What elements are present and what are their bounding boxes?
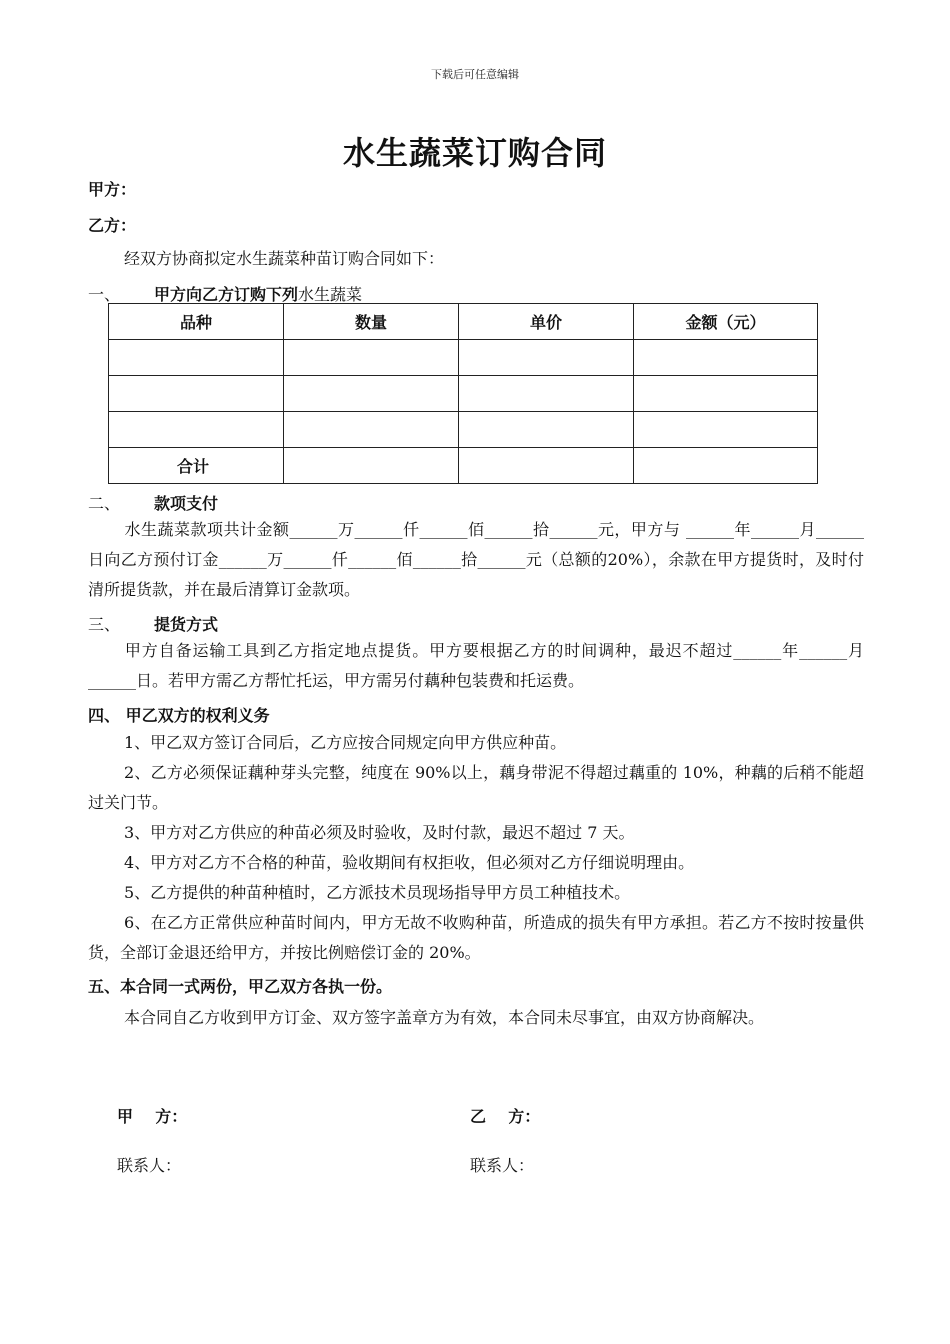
section-4-item-2 <box>88 758 864 818</box>
section-3-title: 提货方式 <box>154 615 219 634</box>
section-3-text <box>88 636 864 696</box>
table-header-row <box>109 304 818 340</box>
table-header-variety: 品种 <box>109 304 284 340</box>
table-cell[interactable] <box>634 340 818 376</box>
section-3-number: 三、 <box>88 615 121 634</box>
list-item: 2、乙方必须保证藕种芽头完整，纯度在 90%以上，藕身带泥不得超过藕重的 10%，种藕的后稍不能超过关门节。 <box>88 763 864 812</box>
table-cell[interactable] <box>109 376 284 412</box>
intro-text: 经双方协商拟定水生蔬菜种苗订购合同如下： <box>124 249 445 268</box>
table-cell[interactable] <box>634 448 818 484</box>
list-item: 1、甲乙双方签订合同后，乙方应按合同规定向甲方供应种苗。 <box>124 733 567 752</box>
contact-party-b: 联系人： <box>470 1156 535 1175</box>
section-5-heading: 五、本合同一式两份，甲乙双方各执一份。 <box>88 977 393 996</box>
table-header-unit-price: 单价 <box>459 304 634 340</box>
header-note: 下载后可任意编辑 <box>431 68 519 81</box>
section-4-item-4 <box>88 848 864 878</box>
section-3-heading <box>88 612 218 635</box>
table-row <box>109 376 818 412</box>
page-title: 水生蔬菜订购合同 <box>342 134 607 172</box>
table-row <box>109 412 818 448</box>
table-cell[interactable] <box>109 412 284 448</box>
section-3-body: 甲方自备运输工具到乙方指定地点提货。甲方要根据乙方的时间调种，最迟不超过______年______月______日。若甲方需乙方帮忙托运，甲方需另付藕种包装费和托运费。 <box>88 641 864 690</box>
section-2-title: 款项支付 <box>154 494 219 513</box>
table-total-row <box>109 448 818 484</box>
party-b-label: 乙方： <box>88 216 137 235</box>
table-cell[interactable] <box>634 376 818 412</box>
table-header-quantity: 数量 <box>284 304 459 340</box>
table-total-label: 合计 <box>109 448 284 484</box>
section-4-heading: 四、 甲乙双方的权利义务 <box>88 706 270 725</box>
table-cell[interactable] <box>459 412 634 448</box>
table-cell[interactable] <box>284 412 459 448</box>
section-4-item-6 <box>88 908 864 968</box>
table-cell[interactable] <box>459 376 634 412</box>
signature-party-a: 甲 方： <box>117 1107 188 1126</box>
table-cell[interactable] <box>634 412 818 448</box>
table-cell[interactable] <box>284 376 459 412</box>
table-cell[interactable] <box>459 340 634 376</box>
section-1-title: 甲方向乙方订购下列 <box>154 285 299 304</box>
section-1-number: 一、 <box>88 285 121 304</box>
section-1-heading <box>88 282 362 305</box>
party-a-label: 甲方： <box>88 180 137 199</box>
contact-party-a: 联系人： <box>117 1156 182 1175</box>
table-cell[interactable] <box>284 340 459 376</box>
list-item: 6、在乙方正常供应种苗时间内，甲方无故不收购种苗，所造成的损失有甲方承担。若乙方不按时按量供货，全部订金退还给甲方，并按比例赔偿订金的 20%。 <box>88 913 864 962</box>
section-2-number: 二、 <box>88 494 121 513</box>
table-cell[interactable] <box>284 448 459 484</box>
table-cell[interactable] <box>459 448 634 484</box>
list-item: 3、甲方对乙方供应的种苗必须及时验收，及时付款，最迟不超过 7 天。 <box>124 823 635 842</box>
table-header-amount: 金额（元） <box>634 304 818 340</box>
section-5-text <box>88 1000 864 1036</box>
table-cell[interactable] <box>109 340 284 376</box>
order-table <box>108 303 818 484</box>
section-5-body: 本合同自乙方收到甲方订金、双方签字盖章方为有效，本合同未尽事宜，由双方协商解决。 <box>124 1008 765 1027</box>
table-row <box>109 340 818 376</box>
section-2-heading <box>88 491 218 514</box>
list-item: 4、甲方对乙方不合格的种苗，验收期间有权拒收，但必须对乙方仔细说明理由。 <box>124 853 695 872</box>
section-4-item-3 <box>88 818 864 848</box>
list-item: 5、乙方提供的种苗种植时，乙方派技术员现场指导甲方员工种植技术。 <box>124 883 631 902</box>
section-1-suffix: 水生蔬菜 <box>298 285 363 304</box>
section-4-item-1 <box>88 728 864 758</box>
section-2-text <box>88 515 864 605</box>
signature-party-b: 乙 方： <box>470 1107 541 1126</box>
section-2-body: 水生蔬菜款项共计金额______万______仟______佰______拾______元，甲方与 ______年______月______日向乙方预付订金______万______仟______佰______拾______元（总额的20%），余款在甲方提货时，及时付清所提货款，并在最后清算订金款项。 <box>88 520 864 599</box>
section-4-item-5 <box>88 878 864 908</box>
